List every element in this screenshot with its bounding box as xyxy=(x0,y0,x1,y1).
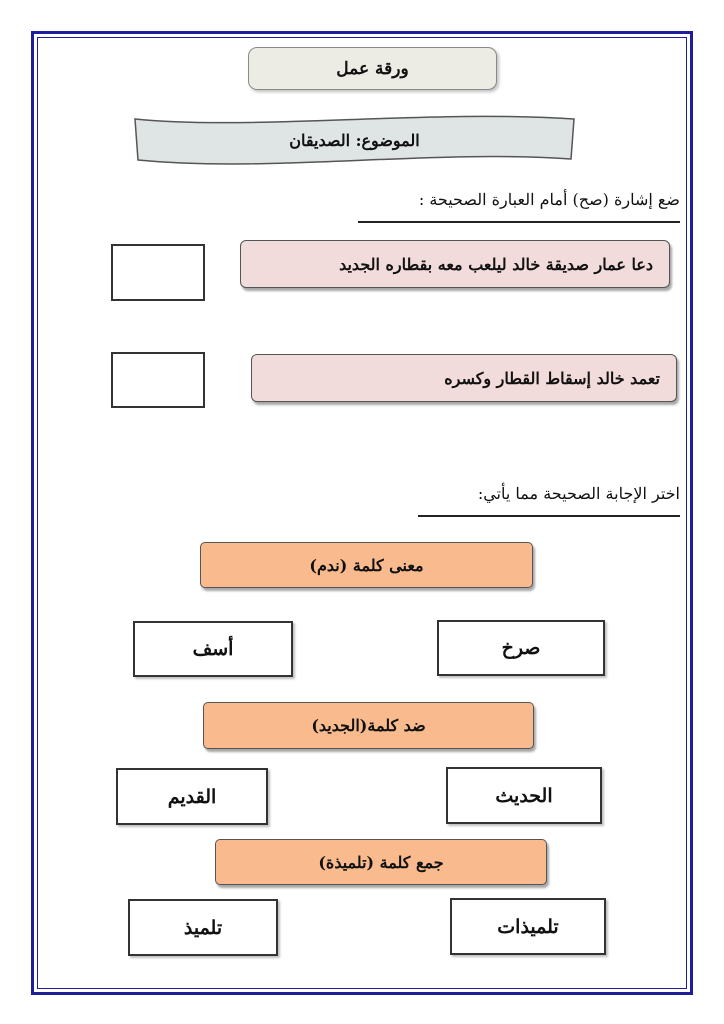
option-2b[interactable]: القديم xyxy=(116,768,268,825)
question-2: ضد كلمة(الجديد) xyxy=(203,702,534,749)
option-1b[interactable]: أسف xyxy=(133,621,293,677)
choose-instruction: اختر الإجابة الصحيحة مما يأتي: xyxy=(477,484,680,503)
question-1: معنى كلمة (ندم) xyxy=(200,542,533,588)
question-3: جمع كلمة (تلميذة) xyxy=(215,839,547,885)
topic-banner xyxy=(132,115,577,165)
option-2a[interactable]: الحديث xyxy=(446,767,602,824)
instruction-underline xyxy=(358,221,680,223)
instruction-underline xyxy=(418,515,680,517)
checkbox-statement-1[interactable] xyxy=(111,244,205,301)
checkbox-statement-2[interactable] xyxy=(111,352,205,408)
worksheet-title: ورقة عمل xyxy=(248,47,497,90)
statement-1: دعا عمار صديقة خالد ليلعب معه بقطاره الجديد xyxy=(240,240,670,288)
true-false-instruction: ضع إشارة (صح) أمام العبارة الصحيحة : xyxy=(418,190,680,209)
option-3a[interactable]: تلميذات xyxy=(450,898,606,955)
option-3b[interactable]: تلميذ xyxy=(128,899,278,956)
option-1a[interactable]: صرخ xyxy=(437,620,605,676)
topic-label: الموضوع: الصديقان xyxy=(289,130,420,150)
statement-2: تعمد خالد إسقاط القطار وكسره xyxy=(251,354,677,402)
